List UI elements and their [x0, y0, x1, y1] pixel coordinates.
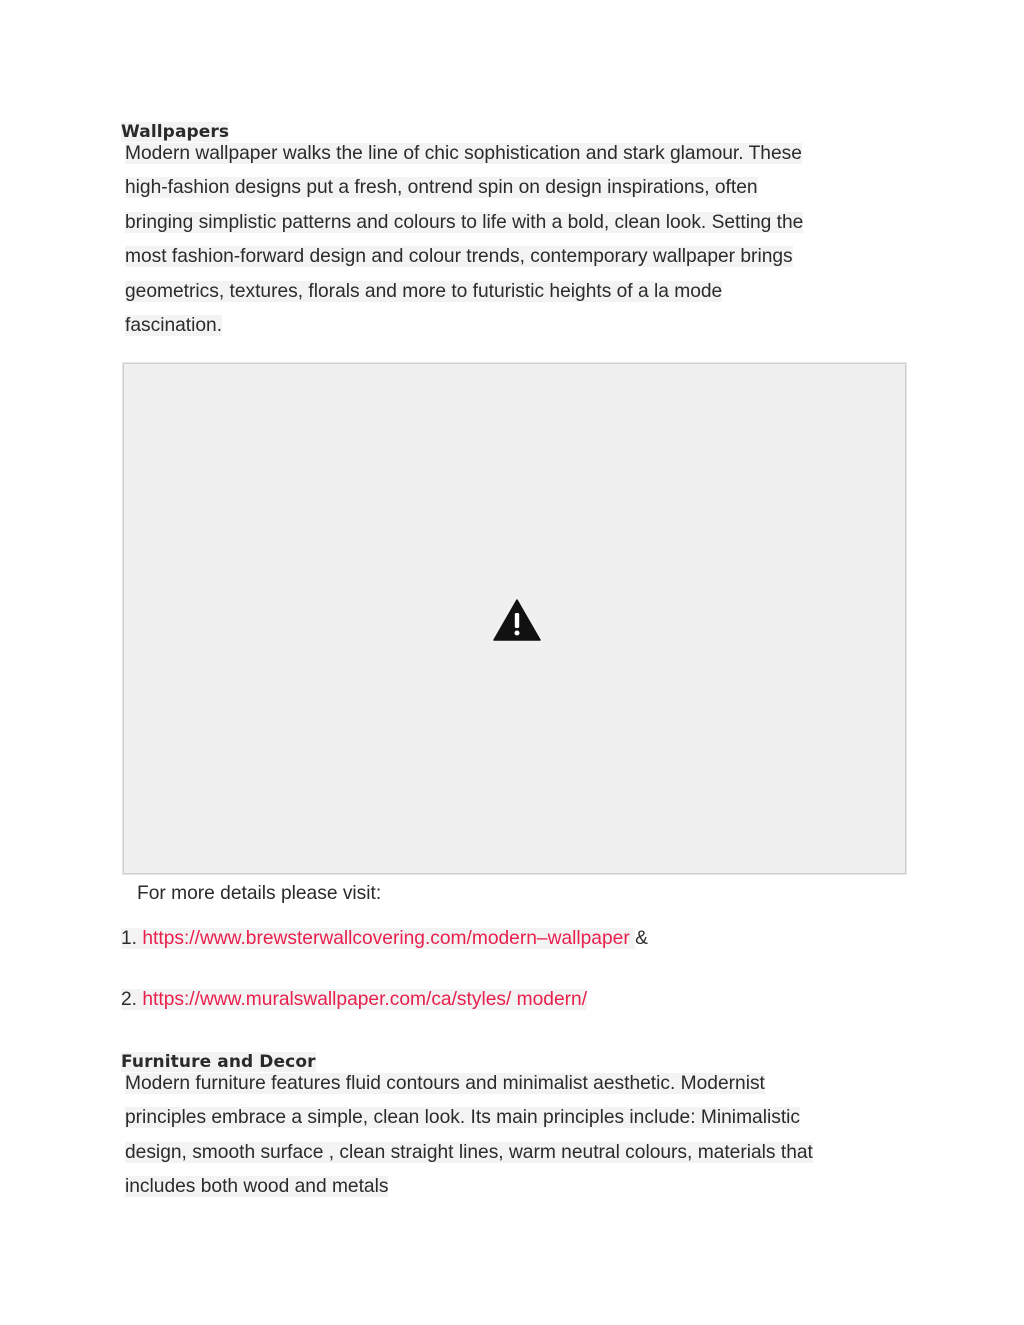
paragraph-line: Modern furniture features fluid contours and minimalist aesthetic. Modernist	[125, 1073, 765, 1094]
paragraph-line: high-fashion designs put a fresh, ontrend spin on design inspirations, often	[125, 177, 758, 199]
wallpapers-paragraph	[125, 137, 865, 343]
furniture-paragraph	[125, 1067, 865, 1205]
murals-link[interactable]: https://www.muralswallpaper.com/ca/styles/ modern/	[142, 989, 588, 1010]
paragraph-line: design, smooth surface , clean straight lines, warm neutral colours, materials that	[125, 1141, 813, 1163]
paragraph-line: principles embrace a simple, clean look. Its main principles include: Minimalistic	[125, 1107, 801, 1129]
paragraph-line: bringing simplistic patterns and colours to life with a bold, clean look. Setting the	[125, 211, 804, 233]
warning-icon	[493, 599, 541, 641]
paragraph-line: geometrics, textures, florals and more to futuristic heights of a la mode	[125, 280, 723, 302]
section-heading-wallpapers: Wallpapers	[121, 122, 230, 142]
brewster-link[interactable]: https://www.brewsterwallcovering.com/modern–wallpaper	[142, 928, 630, 949]
list-number: 2.	[121, 989, 138, 1010]
section-heading-furniture: Furniture and Decor	[121, 1052, 316, 1072]
paragraph-line: Modern wallpaper walks the line of chic sophistication and stark glamour. These	[125, 143, 802, 164]
reference-link-item	[121, 925, 648, 953]
ampersand: &	[635, 928, 648, 949]
paragraph-line: fascination.	[125, 315, 223, 337]
more-details-text: For more details please visit:	[137, 883, 382, 904]
paragraph-line: most fashion-forward design and colour trends, contemporary wallpaper brings	[125, 246, 793, 268]
list-number: 1.	[121, 928, 138, 949]
reference-link-item	[121, 986, 587, 1014]
broken-image-placeholder	[123, 363, 906, 874]
paragraph-line: includes both wood and metals	[125, 1176, 389, 1198]
